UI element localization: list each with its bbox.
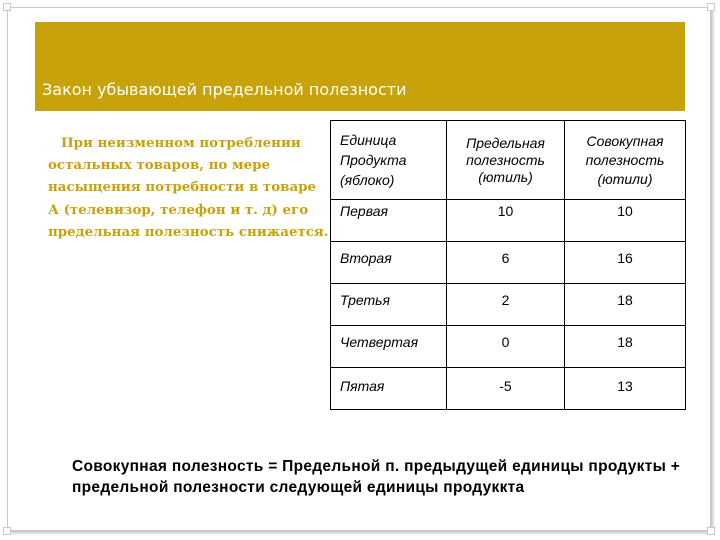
- header-unit: [331, 121, 447, 200]
- header-total-line: Совокупная: [586, 132, 664, 149]
- corner-handle-bottom-right: [707, 527, 715, 535]
- unit-cell: Пятая: [331, 368, 447, 410]
- total-cell: 16: [565, 242, 686, 284]
- header-marginal-line: Предельная: [466, 134, 545, 151]
- total-cell: 13: [565, 368, 686, 410]
- table-header-row: [331, 121, 686, 200]
- table-row: [331, 368, 686, 410]
- header-total-utility: [565, 121, 686, 200]
- table-row: [331, 284, 686, 326]
- total-cell: 10: [565, 200, 686, 242]
- unit-cell: Третья: [331, 284, 447, 326]
- corner-handle-top-right: [707, 3, 715, 11]
- header-total-line: полезность: [585, 151, 665, 168]
- total-cell: 18: [565, 284, 686, 326]
- utility-table: [330, 120, 686, 410]
- total-utility-formula: Совокупная полезность = Предельной п. предыдущей единицы продукты + предельной полезности следующей единицы продуккта: [72, 458, 681, 496]
- header-unit-line: Единица: [340, 132, 397, 148]
- corner-handle-top-left: [3, 3, 11, 11]
- header-marginal-line: (ютиль): [478, 168, 533, 185]
- slide-title: Закон убывающей предельной полезности: [42, 80, 407, 99]
- table-row: [331, 242, 686, 284]
- header-total-line: (ютили): [597, 170, 653, 187]
- marginal-cell: 0: [447, 326, 565, 368]
- header-marginal-line: полезность: [466, 151, 545, 168]
- marginal-cell: 10: [447, 200, 565, 242]
- unit-cell: Вторая: [331, 242, 447, 284]
- marginal-cell: 2: [447, 284, 565, 326]
- header-unit-line: Продукта: [340, 152, 407, 168]
- corner-handle-bottom-left: [3, 527, 11, 535]
- table-row: [331, 200, 686, 242]
- marginal-cell: 6: [447, 242, 565, 284]
- marginal-cell: -5: [447, 368, 565, 410]
- unit-cell: Четвертая: [331, 326, 447, 368]
- table-row: [331, 326, 686, 368]
- header-marginal-utility: [447, 121, 565, 200]
- law-description: При неизменном потреблении остальных товаров, по мере насыщения потребности в товаре А (телевизор, телефон и т. д) его предельная полезность снижается.: [48, 135, 329, 240]
- header-unit-line: (яблоко): [340, 172, 395, 188]
- unit-cell: Первая: [331, 200, 447, 242]
- total-cell: 18: [565, 326, 686, 368]
